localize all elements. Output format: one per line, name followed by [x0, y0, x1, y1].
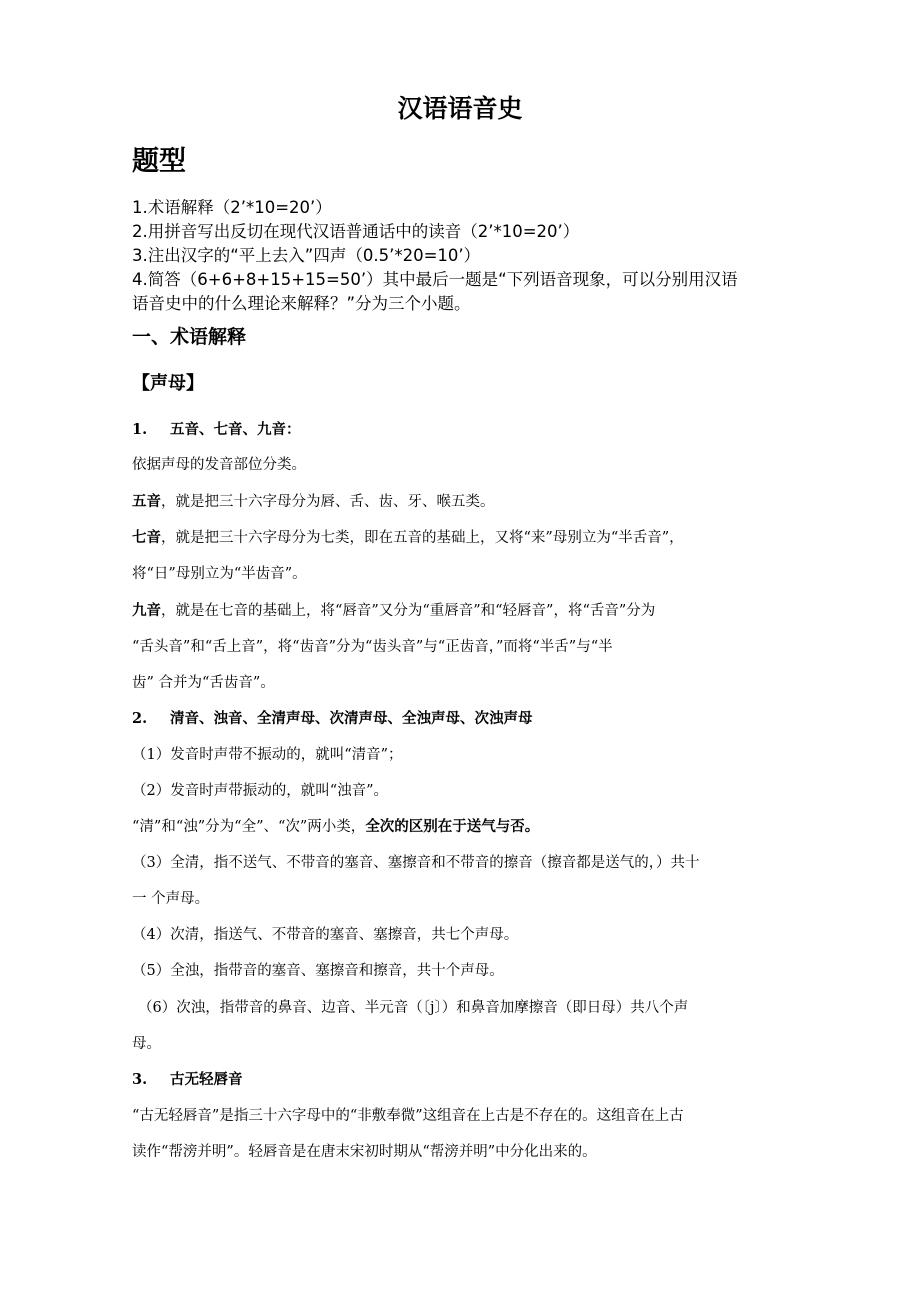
item2-p3-plain: “清”和“浊”分为“全”、“次”两小类， — [132, 819, 366, 835]
jiuyin-text-line2: “舌头音”和“舌上音”，将“齿音”分为“齿头音”与“正齿音，”而将“半舌”与“半 — [132, 639, 613, 655]
item3-line2: 读作“帮滂并明”。轻唇音是在唐末宋初时期从“帮滂并明”中分化出来的。 — [132, 1144, 597, 1160]
section-title: 题型 — [132, 146, 186, 177]
item3-title: 古无轻唇音 — [170, 1071, 243, 1088]
question-type-item: 1.术语解释（2’*10=20’） — [132, 198, 332, 217]
qiyin-text-line1: ，就是把三十六字母分为七类，即在五音的基础上，又将“来”母别立为“半舌音”， — [161, 530, 684, 546]
question-type-list — [132, 196, 804, 316]
item2-p3-bold: 全次的区别在于送气与否。 — [365, 818, 540, 835]
bracket-heading: 【声母】 — [132, 373, 204, 394]
item2-p3 — [132, 809, 539, 845]
item1-heading — [132, 412, 301, 448]
jiuyin-text-line1: ，就是在七音的基础上，将“唇音”又分为“重唇音”和“轻唇音”，将“舌音”分为 — [161, 603, 656, 619]
wuyin-term: 五音 — [132, 493, 161, 510]
qiyin-text-line2: 将“日”母别立为“半齿音”。 — [132, 566, 307, 582]
item1-title: 五音、七音、九音： — [170, 421, 301, 438]
item1-number: 1. — [132, 421, 148, 438]
document-title: 汉语语音史 — [397, 94, 523, 123]
qiyin-paragraph — [132, 520, 684, 556]
item2-p4-line1: （3）全清，指不送气、不带音的塞音、塞擦音和不带音的擦音（擦音都是送气的，）共十 — [132, 855, 700, 871]
item2-heading — [132, 701, 533, 737]
jiuyin-paragraph — [132, 593, 655, 629]
item2-title: 清音、浊音、全清声母、次清声母、全浊声母、次浊声母 — [170, 710, 533, 727]
jiuyin-term: 九音 — [132, 602, 161, 619]
question-type-item: 3.注出汉字的“平上去入”四声（0.5’*20=10’） — [132, 246, 481, 265]
jiuyin-text-line3: 齿” 合并为“舌齿音”。 — [132, 675, 275, 691]
item2-p7-line1: （6）次浊，指带音的鼻音、边音、半元音（〔j〕）和鼻音加摩擦音（即日母）共八个声 — [138, 1000, 689, 1016]
question-type-item: 4.简答（6+6+8+15+15=50’）其中最后一题是“下列语音现象，可以分别用汉语 — [132, 270, 738, 289]
item3-line1: “古无轻唇音”是指三十六字母中的“非敷奉微”这组音在上古是不存在的。这组音在上古 — [132, 1108, 684, 1124]
item2-p2: （2）发音时声带振动的，就叫“浊音”。 — [132, 783, 389, 799]
item2-p5: （4）次清，指送气、不带音的塞音、塞擦音，共七个声母。 — [132, 927, 519, 943]
item3-number: 3. — [132, 1071, 148, 1088]
qiyin-term: 七音 — [132, 529, 161, 546]
part-heading: 一、术语解释 — [132, 326, 247, 348]
item3-heading — [132, 1062, 243, 1098]
item2-p6: （5）全浊，指带音的塞音、塞擦音和擦音，共十个声母。 — [132, 963, 504, 979]
question-type-item: 2.用拼音写出反切在现代汉语普通话中的读音（2’*10=20’） — [132, 222, 580, 241]
item1-intro: 依据声母的发音部位分类。 — [132, 457, 306, 473]
item2-p1: （1）发音时声带不振动的，就叫“清音”； — [132, 747, 403, 763]
wuyin-text: ，就是把三十六字母分为唇、舌、齿、牙、喉五类。 — [161, 494, 495, 510]
item2-number: 2. — [132, 710, 148, 727]
question-type-item: 语音史中的什么理论来解释？”分为三个小题。 — [132, 294, 471, 313]
item2-p4-line2: 一 个声母。 — [132, 891, 210, 907]
wuyin-paragraph — [132, 484, 495, 520]
item2-p7-line2: 母。 — [132, 1036, 161, 1052]
